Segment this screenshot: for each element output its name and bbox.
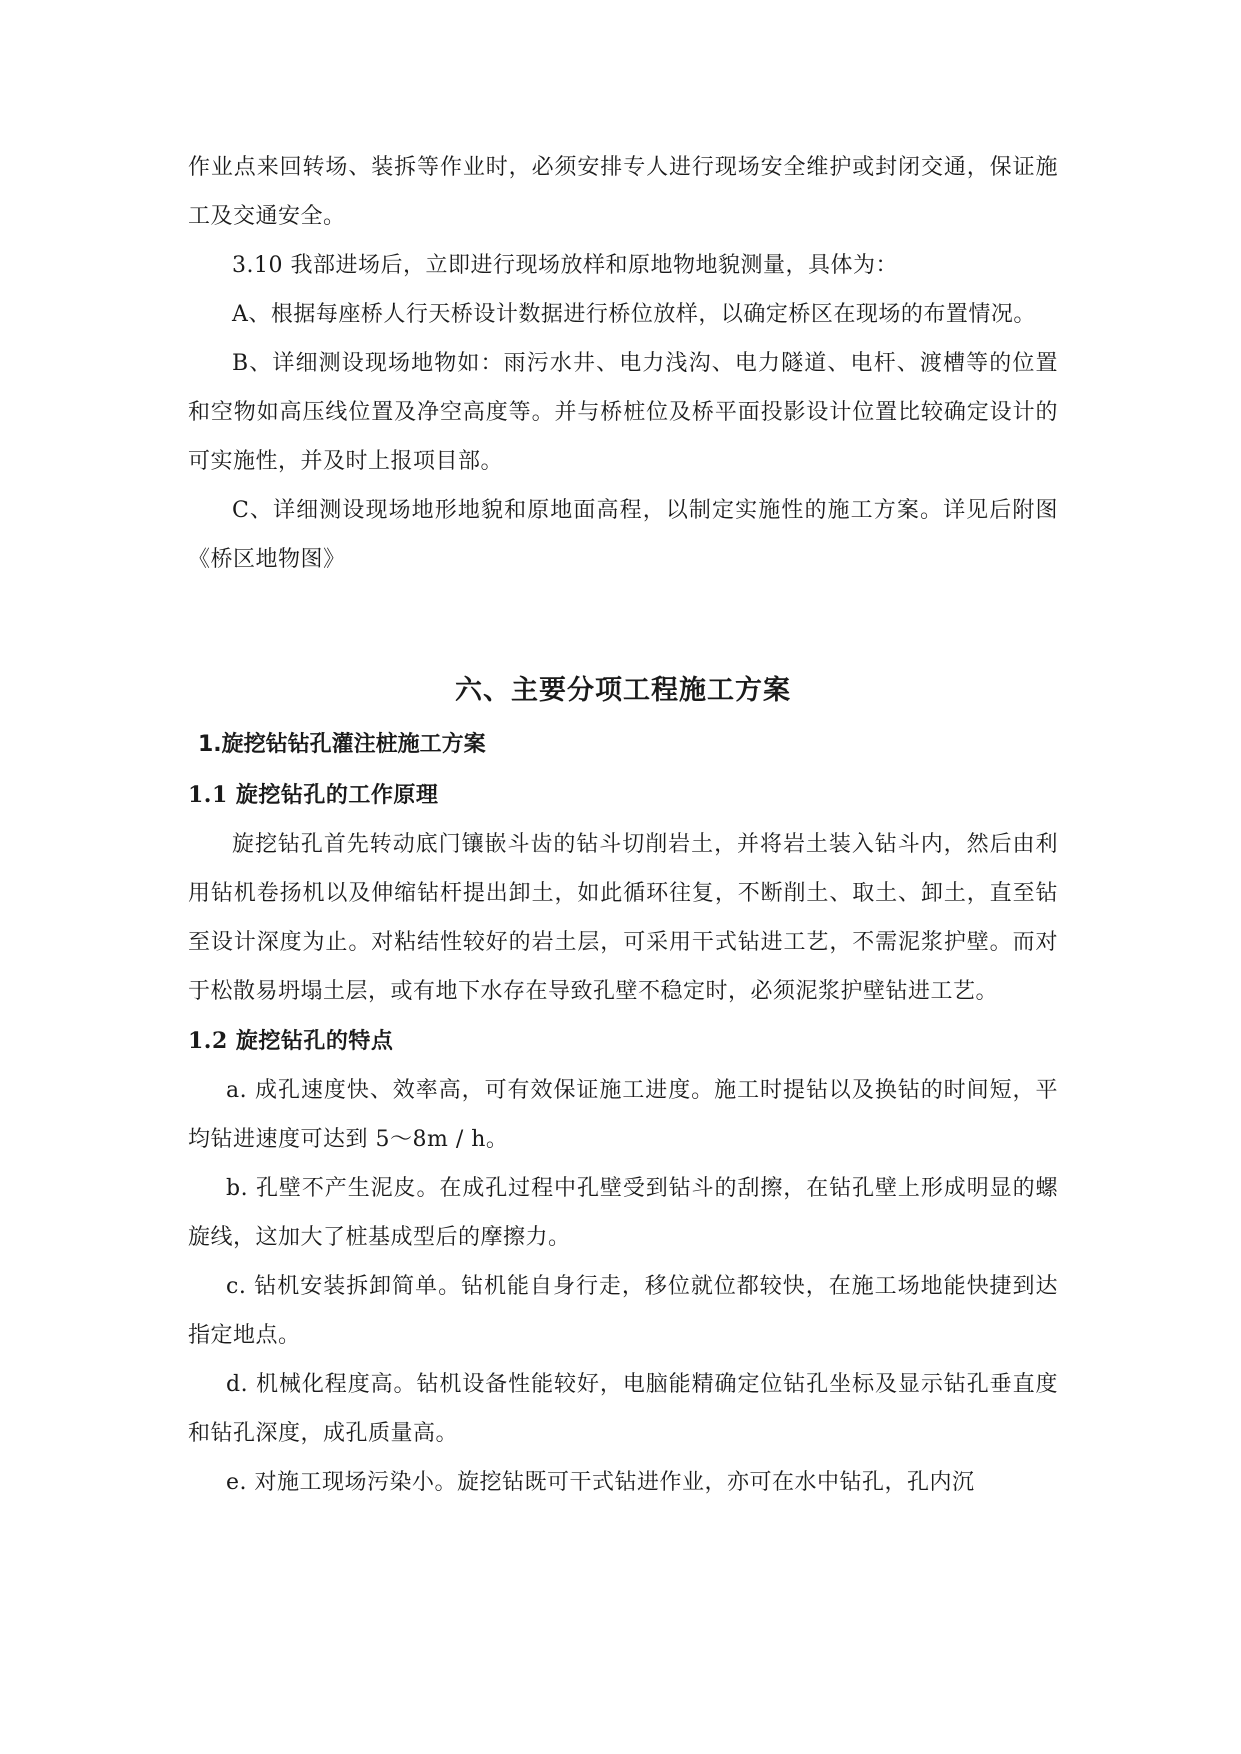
- subsection-1-2-title: 1.2 旋挖钻孔的特点: [188, 1028, 394, 1054]
- document-body: [188, 143, 1058, 1507]
- chapter-title: 六、主要分项工程施工方案: [455, 675, 791, 706]
- section-spacer: [188, 584, 1058, 662]
- feature-d: d. 机械化程度高。钻机设备性能较好，电脑能精确定位钻孔坐标及显示钻孔垂直度和钻孔深度，成孔质量高。: [188, 1372, 1058, 1446]
- subsection-1-1-title: 1.1 旋挖钻孔的工作原理: [188, 782, 439, 808]
- feature-c: c. 钻机安装拆卸简单。钻机能自身行走，移位就位都较快，在施工场地能快捷到达指定地点。: [188, 1274, 1058, 1348]
- item-3-10: 3.10 我部进场后，立即进行现场放样和原地物地貌测量，具体为：: [232, 253, 898, 278]
- item-b-site-survey: B、详细测设现场地物如：雨污水井、电力浅沟、电力隧道、电杆、渡槽等的位置和空物如高压线位置及净空高度等。并与桥桩位及桥平面投影设计位置比较确定设计的可实施性，并及时上报项目部。: [188, 351, 1058, 474]
- feature-a: a. 成孔速度快、效率高，可有效保证施工进度。施工时提钻以及换钻的时间短，平均钻进速度可达到 5～8m / h。: [188, 1078, 1058, 1152]
- item-c-terrain-survey: C、详细测设现场地形地貌和原地面高程，以制定实施性的施工方案。详见后附图《桥区地物图》: [188, 498, 1058, 572]
- item-a-bridge-layout: A、根据每座桥人行天桥设计数据进行桥位放样，以确定桥区在现场的布置情况。: [232, 302, 1036, 327]
- feature-b: b. 孔壁不产生泥皮。在成孔过程中孔壁受到钻斗的刮擦，在钻孔壁上形成明显的螺旋线，这加大了桩基成型后的摩擦力。: [188, 1176, 1058, 1250]
- paragraph-working-principle: 旋挖钻孔首先转动底门镶嵌斗齿的钻斗切削岩土，并将岩土装入钻斗内，然后由利用钻机卷扬机以及伸缩钻杆提出卸土，如此循环往复，不断削土、取土、卸土，直至钻至设计深度为止。对粘结性较好的岩土层，可采用干式钻进工艺，不需泥浆护壁。而对于松散易坍塌土层，或有地下水存在导致孔壁不稳定时，必须泥浆护壁钻进工艺。: [188, 832, 1058, 1004]
- paragraph-traffic-safety: 作业点来回转场、装拆等作业时，必须安排专人进行现场安全维护或封闭交通，保证施工及交通安全。: [188, 155, 1058, 229]
- feature-e: e. 对施工现场污染小。旋挖钻既可干式钻进作业，亦可在水中钻孔，孔内沉: [226, 1470, 975, 1495]
- section-1-title: 1.旋挖钻钻孔灌注桩施工方案: [198, 732, 486, 757]
